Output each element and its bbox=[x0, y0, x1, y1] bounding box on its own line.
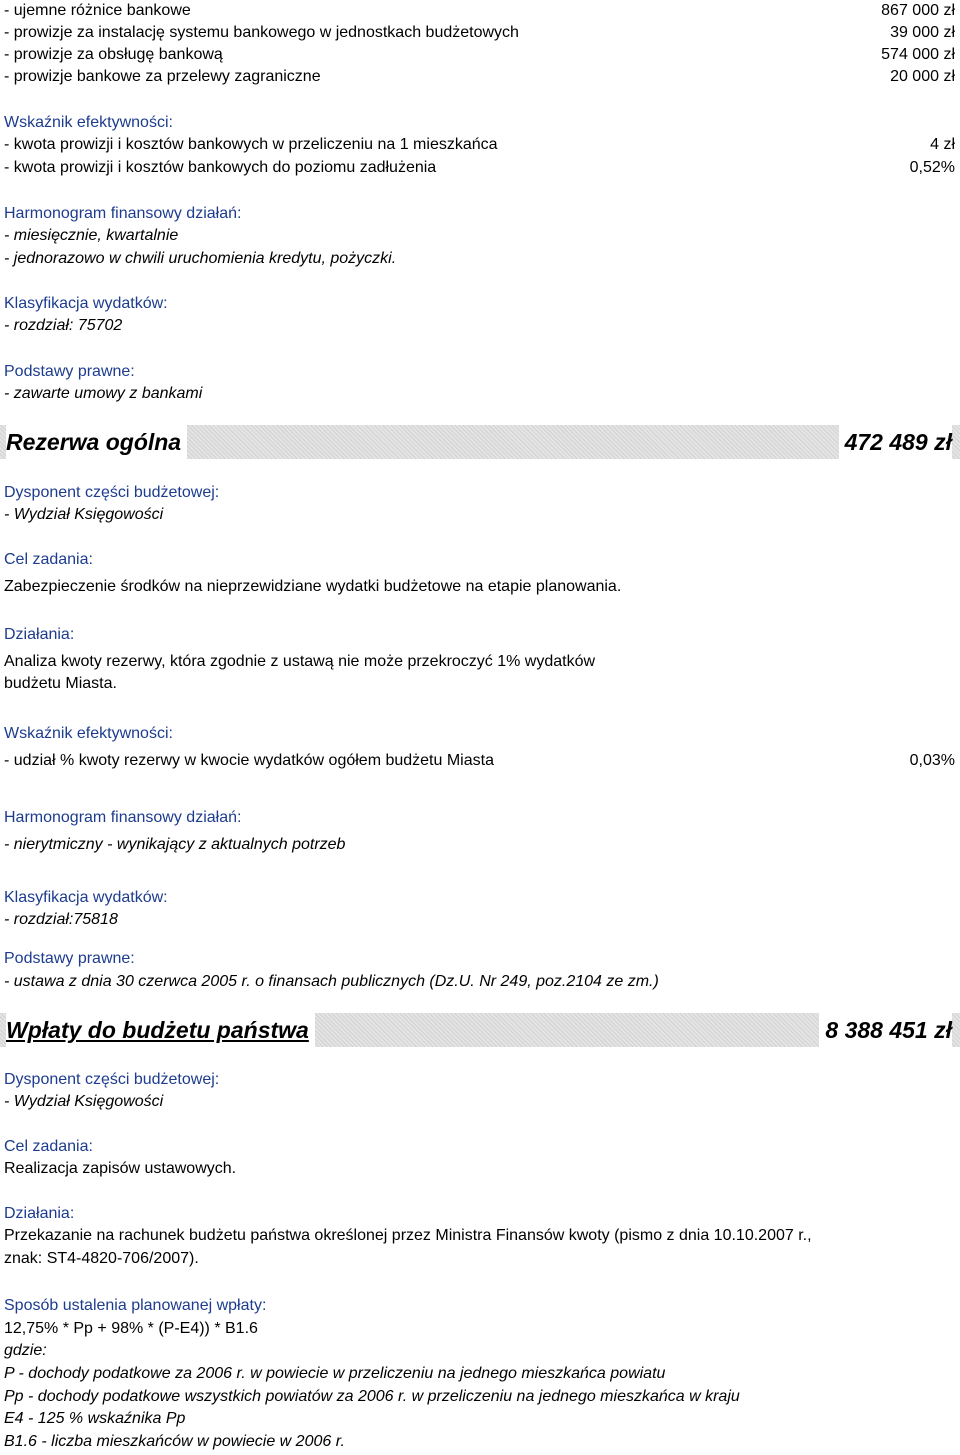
dzialania-line: Analiza kwoty rezerwy, która zgodnie z ustawą nie może przekroczyć 1% wydatków bbox=[4, 653, 596, 670]
top-item-label: - ujemne różnice bankowe bbox=[4, 2, 191, 19]
klasyfikacja-item: - rozdział:75818 bbox=[4, 911, 118, 928]
section-band-wplaty bbox=[0, 1013, 960, 1047]
legend-item: P - dochody podatkowe za 2006 r. w powiecie w przeliczeniu na jednego mieszkańca powiatu bbox=[4, 1365, 666, 1382]
legend-item: E4 - 125 % wskaźnika Pp bbox=[4, 1410, 186, 1427]
section-amount: 472 489 zł bbox=[839, 425, 952, 459]
wskaznik-label: - udział % kwoty rezerwy w kwocie wydatków ogółem budżetu Miasta bbox=[4, 752, 494, 769]
klasyfikacja-heading: Klasyfikacja wydatków: bbox=[4, 889, 168, 906]
wskaznik-label: - kwota prowizji i kosztów bankowych do poziomu zadłużenia bbox=[4, 159, 437, 176]
gdzie-label: gdzie: bbox=[4, 1342, 47, 1359]
legend-item: B1.6 - liczba mieszkańców w powiecie w 2006 r. bbox=[4, 1433, 345, 1450]
wskaznik-value: 0,52% bbox=[909, 159, 955, 176]
top-item-label: - prowizje za obsługę bankową bbox=[4, 46, 223, 63]
harmonogram-heading: Harmonogram finansowy działań: bbox=[4, 809, 242, 826]
top-item-label: - prowizje bankowe za przelewy zagraniczne bbox=[4, 68, 321, 85]
cel-heading: Cel zadania: bbox=[4, 551, 93, 568]
klasyfikacja-item: - rozdział: 75702 bbox=[4, 317, 123, 334]
top-item-amount: 574 000 zł bbox=[881, 46, 955, 63]
wskaznik-value: 4 zł bbox=[930, 136, 955, 153]
dysponent-value: - Wydział Księgowości bbox=[4, 1093, 164, 1110]
podstawy-item: - ustawa z dnia 30 czerwca 2005 r. o finansach publicznych (Dz.U. Nr 249, poz.2104 ze zm.) bbox=[4, 973, 659, 990]
wskaznik-label: - kwota prowizji i kosztów bankowych w przeliczeniu na 1 mieszkańca bbox=[4, 136, 498, 153]
podstawy-heading: Podstawy prawne: bbox=[4, 950, 135, 967]
top-item-amount: 39 000 zł bbox=[890, 24, 955, 41]
dzialania-line: Przekazanie na rachunek budżetu państwa określonej przez Ministra Finansów kwoty (pismo z dnia 10.10.2007 r., bbox=[4, 1227, 812, 1244]
dysponent-value: - Wydział Księgowości bbox=[4, 506, 164, 523]
legend-item: Pp - dochody podatkowe wszystkich powiatów za 2006 r. w przeliczeniu na jednego mieszkańca w kraju bbox=[4, 1388, 740, 1405]
cel-value: Zabezpieczenie środków na nieprzewidziane wydatki budżetowe na etapie planowania. bbox=[4, 578, 622, 595]
section-band-rezerwa bbox=[0, 425, 960, 459]
dzialania-line: znak: ST4-4820-706/2007). bbox=[4, 1250, 199, 1267]
podstawy-heading: Podstawy prawne: bbox=[4, 363, 135, 380]
section-title: Rezerwa ogólna bbox=[6, 425, 187, 459]
section-amount: 8 388 451 zł bbox=[819, 1013, 952, 1047]
dysponent-heading: Dysponent części budżetowej: bbox=[4, 484, 220, 501]
dzialania-line: budżetu Miasta. bbox=[4, 675, 117, 692]
sposob-label: Sposób ustalenia planowanej wpłaty: bbox=[4, 1297, 267, 1314]
cel-heading: Cel zadania: bbox=[4, 1138, 93, 1155]
wskaznik-heading: Wskaźnik efektywności: bbox=[4, 725, 173, 742]
top-item-amount: 20 000 zł bbox=[890, 68, 955, 85]
podstawy-item: - zawarte umowy z bankami bbox=[4, 385, 203, 402]
wskaznik-value: 0,03% bbox=[909, 752, 955, 769]
section-title: Wpłaty do budżetu państwa bbox=[6, 1013, 315, 1047]
top-item-label: - prowizje za instalację systemu bankowego w jednostkach budżetowych bbox=[4, 24, 519, 41]
cel-value: Realizacja zapisów ustawowych. bbox=[4, 1160, 237, 1177]
harmonogram-item: - nierytmiczny - wynikający z aktualnych potrzeb bbox=[4, 836, 346, 853]
harmonogram-item: - miesięcznie, kwartalnie bbox=[4, 227, 179, 244]
klasyfikacja-heading: Klasyfikacja wydatków: bbox=[4, 295, 168, 312]
formula: 12,75% * Pp + 98% * (P-E4)) * B1.6 bbox=[4, 1320, 258, 1337]
harmonogram-heading: Harmonogram finansowy działań: bbox=[4, 205, 242, 222]
dysponent-heading: Dysponent części budżetowej: bbox=[4, 1071, 220, 1088]
dzialania-heading: Działania: bbox=[4, 626, 75, 643]
wskaznik-heading: Wskaźnik efektywności: bbox=[4, 114, 173, 131]
harmonogram-item: - jednorazowo w chwili uruchomienia kredytu, pożyczki. bbox=[4, 250, 397, 267]
dzialania-heading: Działania: bbox=[4, 1205, 75, 1222]
top-item-amount: 867 000 zł bbox=[881, 2, 955, 19]
